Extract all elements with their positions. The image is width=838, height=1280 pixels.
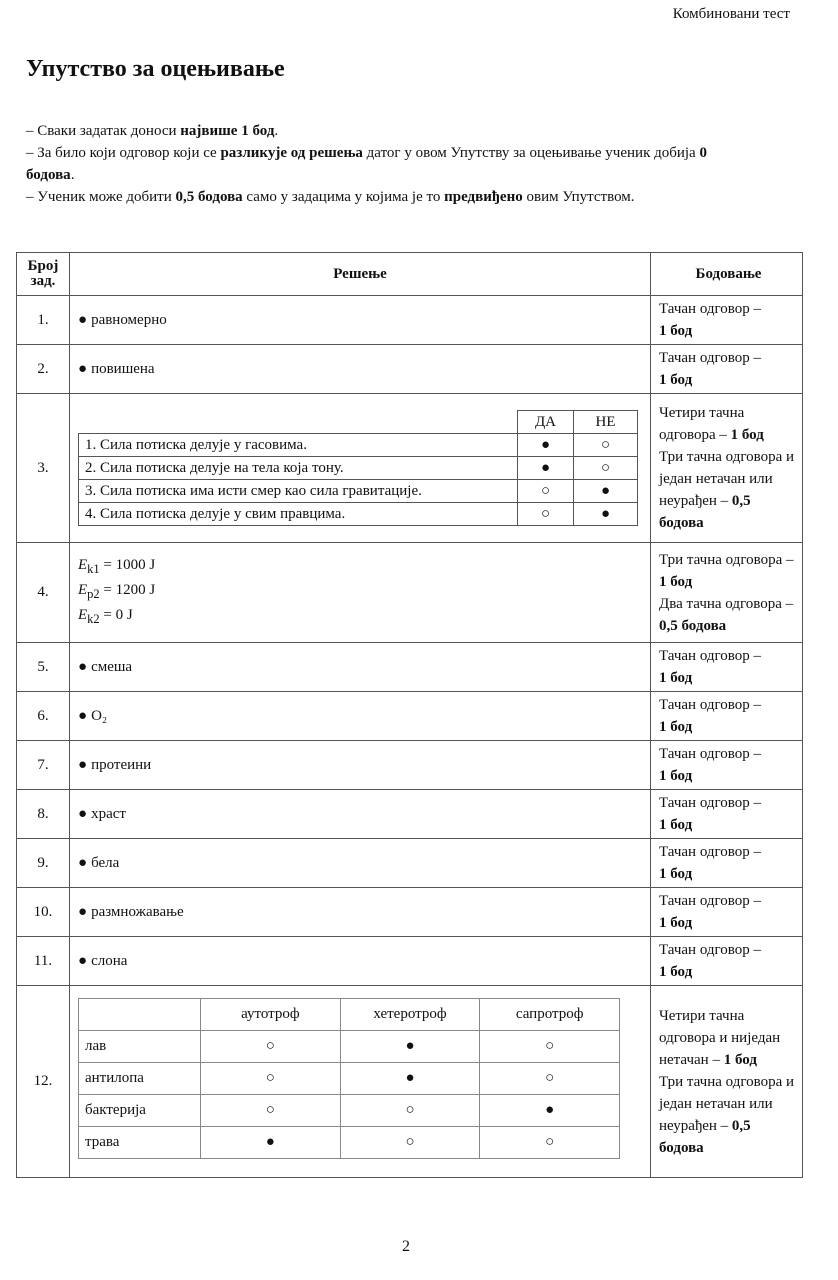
task-12-solution <box>70 986 651 1178</box>
classification-mark: ○ <box>201 1095 341 1127</box>
task-points <box>651 345 803 394</box>
table-row <box>17 296 803 345</box>
points-text: Тачан одговор – <box>659 844 762 860</box>
answer-text: размножавање <box>91 903 184 920</box>
column-saprotroph: сапротроф <box>480 999 620 1031</box>
energy-subscript: k1 <box>87 562 100 576</box>
column-yes: ДА <box>518 411 574 434</box>
bold-text: предвиђено <box>444 189 523 205</box>
task-3-points <box>651 394 803 543</box>
answer-text: смеша <box>91 658 133 675</box>
task-number: 7. <box>17 741 70 790</box>
text: Три тачна одговора и један нетачан или неурађен – <box>659 449 795 509</box>
table-row-task-3 <box>17 394 803 543</box>
text: овим Упутством. <box>522 189 635 205</box>
classification-mark: ○ <box>480 1031 620 1063</box>
statement-text: 2. Сила потиска делује на тела која тону. <box>79 457 518 480</box>
energy-symbol: E <box>78 607 88 623</box>
task-answer <box>70 692 651 741</box>
task-12-points <box>651 986 803 1178</box>
points-value: 1 бод <box>659 866 693 882</box>
task-answer <box>70 839 651 888</box>
bullet-icon: ● <box>78 707 88 724</box>
yes-mark: ● <box>518 457 574 480</box>
task-number: 5. <box>17 643 70 692</box>
task-4-points <box>651 543 803 643</box>
task-answer <box>70 888 651 937</box>
task-points <box>651 741 803 790</box>
answer-text: храст <box>91 805 126 822</box>
organism-row <box>79 1095 620 1127</box>
statement-text: 4. Сила потиска делује у свим правцима. <box>79 503 518 526</box>
points-text: Тачан одговор – <box>659 746 762 762</box>
task-number: 11. <box>17 937 70 986</box>
table-row <box>17 692 803 741</box>
text: – Сваки задатак доноси <box>26 123 181 139</box>
classification-mark: ○ <box>340 1127 480 1159</box>
header-solution: Решење <box>70 253 651 296</box>
energy-subscript: k2 <box>87 612 100 626</box>
answer-text: слона <box>91 952 128 969</box>
bold-text: 1 бод <box>730 427 764 443</box>
task-points <box>651 296 803 345</box>
text: Три тачна одговора – <box>659 551 794 568</box>
bullet-icon: ● <box>78 903 88 920</box>
column-heterotroph: хетеротроф <box>340 999 480 1031</box>
points-text: Тачан одговор – <box>659 648 762 664</box>
task-points <box>651 790 803 839</box>
task-number: 3. <box>17 394 70 543</box>
task-number: 2. <box>17 345 70 394</box>
organism-row <box>79 1031 620 1063</box>
organism-row <box>79 1127 620 1159</box>
energy-equations <box>78 543 650 642</box>
task-number: 9. <box>17 839 70 888</box>
statement-row <box>79 503 638 526</box>
task-points <box>651 937 803 986</box>
bold-text: 0,5 бодова <box>659 617 727 634</box>
table-row <box>17 741 803 790</box>
text: Два тачна одговора – <box>659 595 794 612</box>
bold-text: 1 бод <box>659 573 693 590</box>
points-value: 1 бод <box>659 323 693 339</box>
equation <box>78 580 650 605</box>
table-row-task-4 <box>17 543 803 643</box>
no-mark: ○ <box>574 434 638 457</box>
points-value: 1 бод <box>659 372 693 388</box>
header-number: Број зад. <box>17 253 70 296</box>
task-points <box>651 643 803 692</box>
classification-mark: ● <box>340 1031 480 1063</box>
column-no: НЕ <box>574 411 638 434</box>
points-text: Тачан одговор – <box>659 795 762 811</box>
grading-instructions <box>26 120 726 208</box>
energy-subscript: p2 <box>87 587 100 601</box>
page-title: Упутство за оцењивање <box>26 56 285 82</box>
organism-label: бактерија <box>79 1095 201 1127</box>
organism-row <box>79 1063 620 1095</box>
bullet-icon: ● <box>78 360 88 377</box>
answer-text: протеини <box>91 756 152 773</box>
points-text: Тачан одговор – <box>659 350 762 366</box>
column-autotroph: аутотроф <box>201 999 341 1031</box>
page-number: 2 <box>402 1238 410 1255</box>
bullet-icon: ● <box>78 311 88 328</box>
equation <box>78 555 650 580</box>
bold-text: највише 1 бод <box>180 123 275 139</box>
test-name-header: Комбиновани тест <box>672 6 790 22</box>
table-row <box>17 937 803 986</box>
table-row <box>17 345 803 394</box>
organism-label: лав <box>79 1031 201 1063</box>
bold-text: 0,5 бодова <box>659 493 751 531</box>
energy-value: = 1000 J <box>99 557 156 573</box>
classification-mark: ● <box>480 1095 620 1127</box>
points-text: Тачан одговор – <box>659 301 762 317</box>
statement-row <box>79 457 638 480</box>
points-value: 1 бод <box>659 964 693 980</box>
task-12-answer-table <box>78 998 620 1159</box>
bold-text: разликује од решења <box>220 145 363 161</box>
yes-mark: ● <box>518 434 574 457</box>
equation <box>78 605 650 630</box>
table-row <box>17 790 803 839</box>
table-row-task-12 <box>17 986 803 1178</box>
task-number: 4. <box>17 543 70 643</box>
table-row <box>17 643 803 692</box>
task-number: 10. <box>17 888 70 937</box>
task-answer <box>70 937 651 986</box>
points-value: 1 бод <box>659 719 693 735</box>
task-3-answer-table <box>78 410 638 526</box>
table-header-row <box>17 253 803 296</box>
points-value: 1 бод <box>659 670 693 686</box>
classification-mark: ● <box>340 1063 480 1095</box>
no-mark: ○ <box>574 457 638 480</box>
bullet-icon: ● <box>78 854 88 871</box>
task-3-solution <box>70 394 651 543</box>
task-4-solution <box>70 543 651 643</box>
task-points <box>651 888 803 937</box>
no-mark: ● <box>574 480 638 503</box>
points-value: 1 бод <box>659 817 693 833</box>
answer-text: бела <box>91 854 120 871</box>
classification-mark: ○ <box>340 1095 480 1127</box>
text: Четири тачна одговора и ниједан нетачан – <box>659 1007 781 1068</box>
instruction-line <box>26 120 726 142</box>
no-mark: ● <box>574 503 638 526</box>
header-points: Бодовање <box>651 253 803 296</box>
grading-table <box>16 252 803 1178</box>
answer-text: равномерно <box>91 311 167 328</box>
task-number: 8. <box>17 790 70 839</box>
instruction-line <box>26 186 726 208</box>
bold-text: 0,5 бодова <box>175 189 243 205</box>
text: Четири тачна одговора – <box>659 405 745 443</box>
text: . <box>70 167 75 183</box>
table-row <box>17 888 803 937</box>
energy-value: = 0 J <box>99 607 133 623</box>
points-value: 1 бод <box>659 768 693 784</box>
statement-text: 1. Сила потиска делује у гасовима. <box>79 434 518 457</box>
task-answer <box>70 296 651 345</box>
task-number: 1. <box>17 296 70 345</box>
text: . <box>274 123 279 139</box>
task-number: 12. <box>17 986 70 1178</box>
bullet-icon: ● <box>78 805 88 822</box>
text: – За било који одговор који се <box>26 145 221 161</box>
classification-mark: ○ <box>201 1063 341 1095</box>
organism-label: трава <box>79 1127 201 1159</box>
answer-text: O₂ <box>91 707 108 724</box>
task-answer <box>70 741 651 790</box>
task-points <box>651 692 803 741</box>
energy-symbol: E <box>78 557 88 573</box>
points-text: Тачан одговор – <box>659 942 762 958</box>
bold-text: 0,5 бодова <box>659 1117 751 1156</box>
statement-row <box>79 434 638 457</box>
task-answer <box>70 643 651 692</box>
bullet-icon: ● <box>78 756 88 773</box>
bullet-icon: ● <box>78 952 88 969</box>
text: – Ученик може добити <box>26 189 176 205</box>
classification-mark: ○ <box>480 1063 620 1095</box>
points-value: 1 бод <box>659 915 693 931</box>
organism-label: антилопа <box>79 1063 201 1095</box>
classification-mark: ○ <box>480 1127 620 1159</box>
statement-row <box>79 480 638 503</box>
points-text: Тачан одговор – <box>659 697 762 713</box>
table-row <box>17 839 803 888</box>
energy-symbol: E <box>78 582 88 598</box>
text: само у задацима у којима је то <box>242 189 445 205</box>
classification-mark: ● <box>201 1127 341 1159</box>
bold-text: 0 бодова <box>26 145 707 183</box>
task-answer <box>70 790 651 839</box>
task-points <box>651 839 803 888</box>
bold-text: 1 бод <box>723 1051 757 1068</box>
yes-mark: ○ <box>518 503 574 526</box>
classification-mark: ○ <box>201 1031 341 1063</box>
task-number: 6. <box>17 692 70 741</box>
instruction-line <box>26 142 726 186</box>
answer-text: повишена <box>91 360 155 377</box>
energy-value: = 1200 J <box>99 582 156 598</box>
text: Три тачна одговора и један нетачан или неурађен – <box>659 1073 795 1134</box>
points-text: Тачан одговор – <box>659 893 762 909</box>
task-answer <box>70 345 651 394</box>
yes-mark: ○ <box>518 480 574 503</box>
statement-text: 3. Сила потиска има исти смер као сила гравитације. <box>79 480 518 503</box>
text: датог у овом Упутству за оцењивање ученик добија <box>362 145 700 161</box>
bullet-icon: ● <box>78 658 88 675</box>
